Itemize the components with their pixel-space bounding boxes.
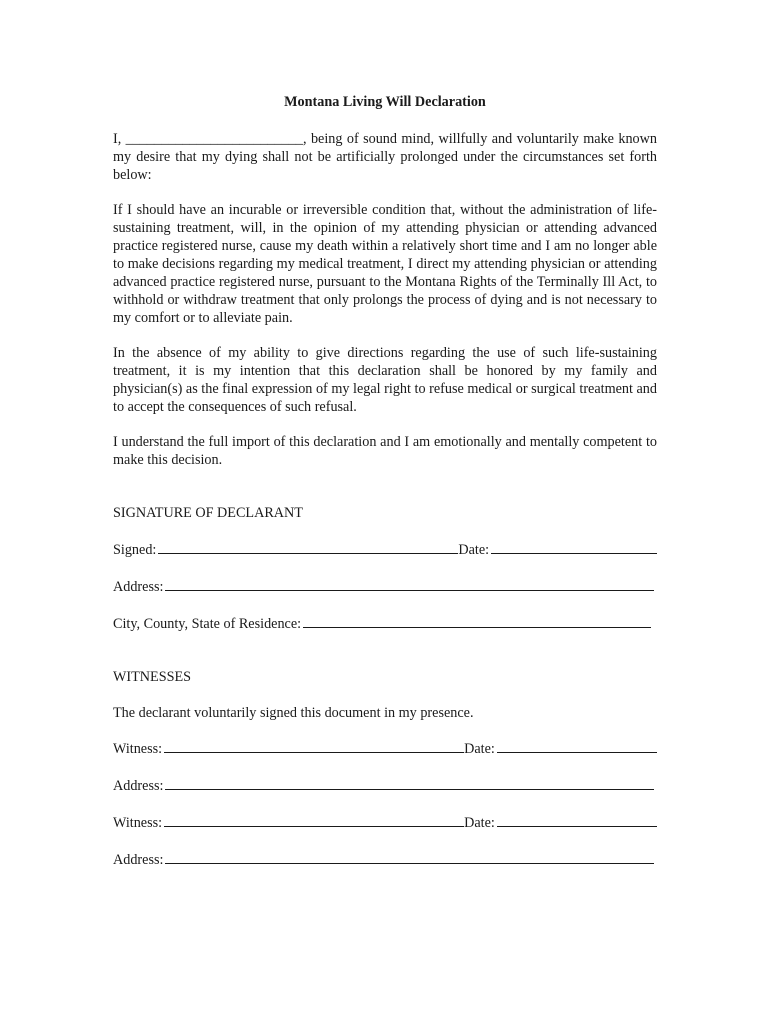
witness-1-address-label: Address:: [113, 778, 164, 794]
signature-field[interactable]: [158, 540, 458, 554]
witnesses-heading: WITNESSES: [113, 669, 192, 685]
witness-2-signature-field[interactable]: [164, 813, 464, 827]
witness-1-address-field[interactable]: [165, 776, 654, 790]
intro-paragraph: [113, 130, 657, 184]
declarant-address-field[interactable]: [165, 577, 654, 591]
residence-line: [113, 614, 657, 633]
witness-2-address-label: Address:: [113, 852, 164, 868]
declarant-address-line: [113, 577, 657, 596]
witness-2-address-field[interactable]: [165, 850, 654, 864]
understanding-paragraph: I understand the full import of this declaration and I am emotionally and mentally competent to make this decision.: [113, 434, 657, 468]
absence-paragraph: In the absence of my ability to give directions regarding the use of such life-sustaining treatment, it is my intention that this declaration shall be honored by my family and physician(s) as the final expression of my legal right to refuse medical or surgical treatment and to accept the consequences of such refusal.: [113, 345, 657, 415]
witness-1-signature-field[interactable]: [164, 739, 464, 753]
witness-1-date-label: Date:: [464, 741, 495, 757]
witness-1-address-line: [113, 776, 657, 795]
intro-prefix: I,: [113, 131, 126, 147]
document-page: [113, 93, 657, 869]
witness-1-label: Witness:: [113, 741, 163, 757]
witness-2-address-line: [113, 850, 657, 869]
condition-paragraph: If I should have an incurable or irreversible condition that, without the administration of life-sustaining treatment, will, in the opinion of my attending physician or attending advanced practice registered nurse, cause my death within a relatively short time and I am no longer able to make decisions regarding my medical treatment, I direct my attending physician or attending advanced practice registered nurse, pursuant to the Montana Rights of the Terminally Ill Act, to withhold or withdraw treatment that only prolongs the process of dying and is not necessary to my comfort or to alleviate pain.: [113, 202, 657, 326]
signed-label: Signed:: [113, 542, 157, 558]
witness-2-date-label: Date:: [464, 815, 495, 831]
intro-text: , being of sound mind, willfully and voluntarily make known my desire that my dying shall not be artificially prolonged under the circumstances set forth below:: [113, 131, 657, 183]
signed-line: [113, 540, 657, 559]
witness-1-line: [113, 739, 657, 758]
residence-label: City, County, State of Residence:: [113, 616, 302, 632]
name-blank-field[interactable]: _________________________: [125, 131, 304, 147]
witness-2-label: Witness:: [113, 815, 163, 831]
signed-date-field[interactable]: [491, 540, 657, 554]
signature-heading: SIGNATURE OF DECLARANT: [113, 505, 303, 521]
witness-statement: The declarant voluntarily signed this document in my presence.: [113, 705, 474, 721]
residence-field[interactable]: [303, 614, 651, 628]
witness-1-date-field[interactable]: [497, 739, 657, 753]
document-title: Montana Living Will Declaration: [284, 94, 486, 110]
witness-2-line: [113, 813, 657, 832]
signed-date-label: Date:: [458, 542, 490, 558]
witness-2-date-field[interactable]: [497, 813, 657, 827]
declarant-address-label: Address:: [113, 579, 164, 595]
